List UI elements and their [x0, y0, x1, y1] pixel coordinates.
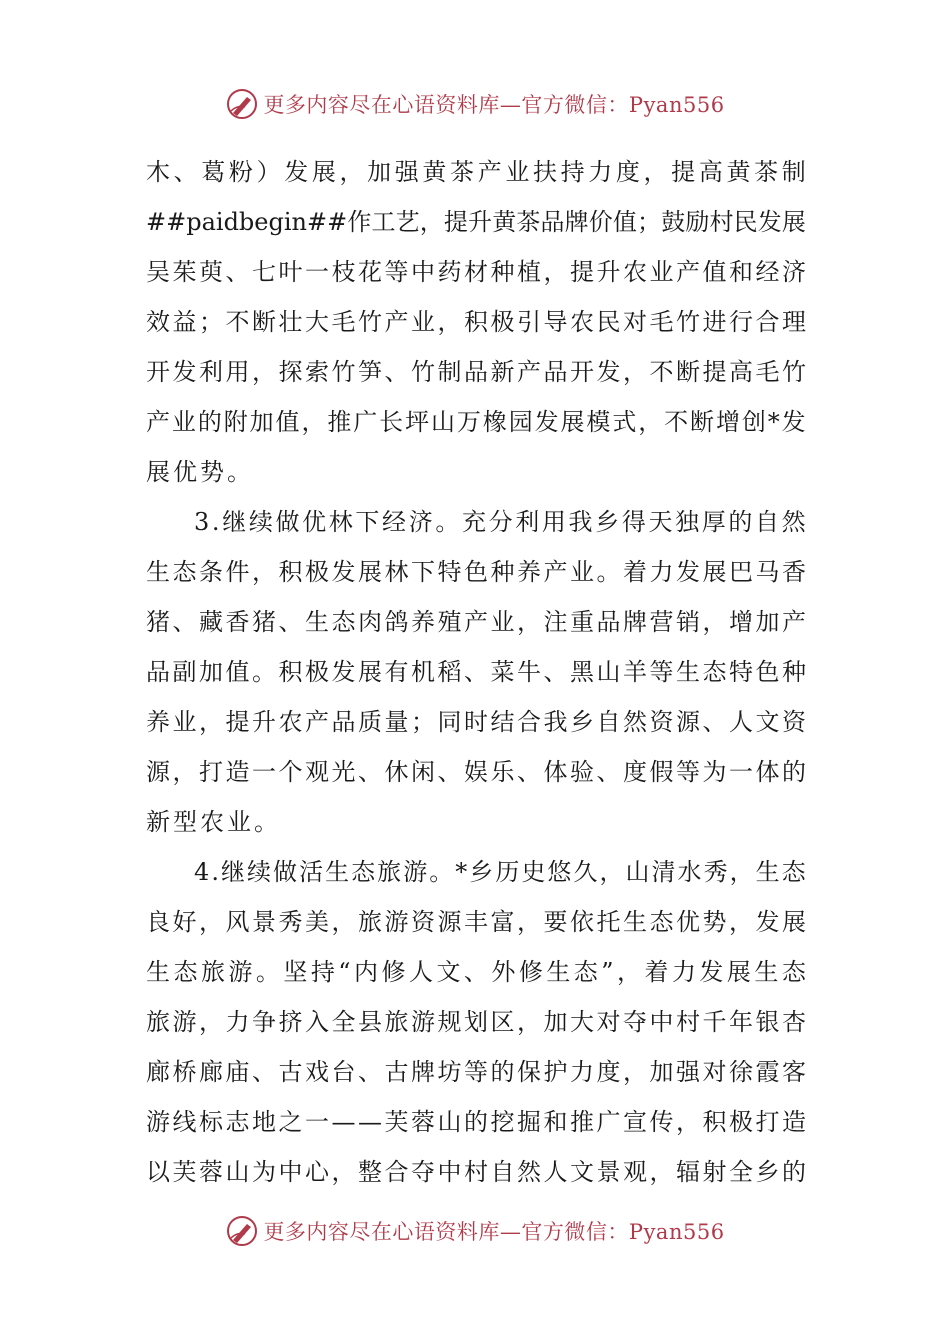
text-line: 以 芙 蓉 山 为 中 心 ， 整 合 夺 中 村 自 然 人 文 景 观 ， 辐 射 全 乡 的 [146, 1158, 806, 1186]
text-line: 良 好 ， 风 景 秀 美 ， 旅 游 资 源 丰 富 ， 要 依 托 生 态 优 势 ， 发 展 [146, 908, 806, 936]
text-line: 开 发 利 用 ， 探 索 竹 笋 、 竹 制 品 新 产 品 开 发 ， 不 断 提 高 毛 竹 [146, 358, 806, 386]
header-banner-text: 更多内容尽在心语资料库—官方微信：Pyan556 [263, 93, 725, 117]
pen-logo-icon [225, 87, 259, 121]
text-line: ##paidbegin## 作 工 艺 ， 提 升 黄 茶 品 牌 价 值 ； 鼓 励 村 民 发 展 [146, 208, 806, 236]
text-line: 3 . 继 续 做 优 林 下 经 济 。 充 分 利 用 我 乡 得 天 独 厚 的 自 然 [194, 508, 806, 536]
text-line: 展优势。 [146, 458, 254, 486]
text-line: 吴 茱 萸 、 七 叶 一 枝 花 等 中 药 材 种 植 ， 提 升 农 业 产 值 和 经 济 [146, 258, 806, 286]
pen-logo-icon [225, 1214, 259, 1248]
text-line: 旅 游 ， 力 争 挤 入 全 县 旅 游 规 划 区 ， 加 大 对 夺 中 村 千 年 银 杏 [146, 1008, 806, 1036]
text-line: 效 益 ； 不 断 壮 大 毛 竹 产 业 ， 积 极 引 导 农 民 对 毛 竹 进 行 合 理 [146, 308, 806, 336]
text-line: 源 ， 打 造 一 个 观 光 、 休 闲 、 娱 乐 、 体 验 、 度 假 等 为 一 体 的 [146, 758, 806, 786]
footer-banner [0, 1211, 950, 1251]
text-line: 产 业 的 附 加 值 ， 推 广 长 坪 山 万 橡 园 发 展 模 式 ， 不 断 增 创 * 发 [146, 408, 806, 436]
text-line: 生 态 旅 游 。 坚 持 “ 内 修 人 文 、 外 修 生 态 ” ， 着 力 发 展 生 态 [146, 958, 806, 986]
text-line: 品 副 加 值 。 积 极 发 展 有 机 稻 、 菜 牛 、 黑 山 羊 等 生 态 特 色 种 [146, 658, 806, 686]
footer-banner-text: 更多内容尽在心语资料库—官方微信：Pyan556 [263, 1220, 725, 1244]
text-line: 新型农业。 [146, 808, 281, 836]
text-line: 游 线 标 志 地 之 一 — — 芙 蓉 山 的 挖 掘 和 推 广 宣 传 ， 积 极 打 造 [146, 1108, 806, 1136]
document-body [146, 147, 806, 1197]
text-line: 养 业 ， 提 升 农 产 品 质 量 ； 同 时 结 合 我 乡 自 然 资 源 、 人 文 资 [146, 708, 806, 736]
text-line: 生 态 条 件 ， 积 极 发 展 林 下 特 色 种 养 产 业 。 着 力 发 展 巴 马 香 [146, 558, 806, 586]
text-line: 4 . 继 续 做 活 生 态 旅 游 。 * 乡 历 史 悠 久 ， 山 清 水 秀 ， 生 态 [194, 858, 806, 886]
text-line: 木 、 葛 粉 ） 发 展 ， 加 强 黄 茶 产 业 扶 持 力 度 ， 提 高 黄 茶 制 [146, 158, 806, 186]
text-line: 廊 桥 廊 庙 、 古 戏 台 、 古 牌 坊 等 的 保 护 力 度 ， 加 强 对 徐 霞 客 [146, 1058, 806, 1086]
header-banner [0, 84, 950, 124]
text-line: 猪 、 藏 香 猪 、 生 态 肉 鸽 养 殖 产 业 ， 注 重 品 牌 营 销 ， 增 加 产 [146, 608, 806, 636]
